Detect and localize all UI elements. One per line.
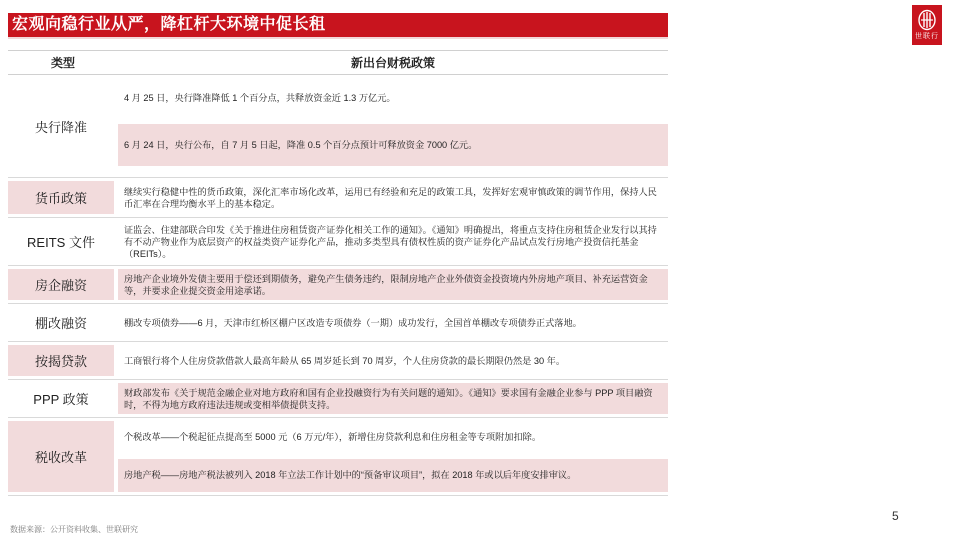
policy-item: 继续实行稳健中性的货币政策，深化汇率市场化改革，运用已有经验和充足的政策工具，发挥好宏观审慎政策的调节作用，保持人民币汇率在合理均衡水平上的基本稳定。 xyxy=(124,186,657,209)
policy-item: 棚改专项债券——6 月，天津市红桥区棚户区改造专项债券（一期）成功发行，全国首单棚改专项债券正式落地。 xyxy=(124,317,582,328)
header-type: 类型 xyxy=(50,56,75,70)
header-policy: 新出台财税政策 xyxy=(350,56,435,70)
table-header xyxy=(8,50,668,75)
table-row xyxy=(8,178,668,218)
policy-table xyxy=(8,50,668,496)
table-row xyxy=(8,266,668,304)
row-type: 房企融资 xyxy=(8,269,114,300)
row-type: 货币政策 xyxy=(8,181,114,214)
row-type: 央行降准 xyxy=(34,119,87,135)
logo-text: 世联行 xyxy=(915,33,939,40)
row-type: 税收改革 xyxy=(8,421,114,492)
table-row xyxy=(8,380,668,418)
policy-item: 6 月 24 日，央行公布，自 7 月 5 日起，降准 0.5 个百分点预计可释放资金 7000 亿元。 xyxy=(118,124,668,166)
row-type: 按揭贷款 xyxy=(8,345,114,376)
policy-item: 4 月 25 日，央行降准降低 1 个百分点，共释放资金近 1.3 万亿元。 xyxy=(124,93,396,103)
row-type: PPP 政策 xyxy=(33,392,89,407)
row-type: REITS 文件 xyxy=(27,235,95,250)
shilian-logo-icon xyxy=(912,5,942,45)
policy-item: 财政部发布《关于规范金融企业对地方政府和国有企业投融资行为有关问题的通知》。《通知》要求国有金融企业参与 PPP 项目融资时，不得为地方政府违法违规或变相举债提供支持。 xyxy=(118,383,668,414)
title-divider xyxy=(8,37,668,39)
table-row xyxy=(8,304,668,342)
table-row xyxy=(8,75,668,178)
policy-item: 房地产税——房地产税法被列入 2018 年立法工作计划中的“预备审议项目”，拟在 2018 年或以后年度安排审议。 xyxy=(118,459,668,492)
policy-item: 证监会、住建部联合印发《关于推进住房租赁资产证券化相关工作的通知》。《通知》明确提出，将重点支持住房租赁企业发行以其持有不动产物业作为底层资产的权益类资产证券化产品，推动多类型具有债权性质的资产证券化产品试点发行房地产投资信托基金（REITs）。 xyxy=(124,224,657,259)
page-title: 宏观向稳行业从严，降杠杆大环境中促长租 xyxy=(8,13,668,37)
table-row xyxy=(8,418,668,496)
policy-item: 房地产企业境外发债主要用于偿还到期债务，避免产生债务违约，限制房地产企业外债资金投资境内外房地产项目、补充运营资金等，并要求企业提交资金用途承诺。 xyxy=(118,269,668,300)
data-source: 数据来源：公开资料收集、世联研究 xyxy=(10,525,138,534)
page-number: 5 xyxy=(892,509,899,523)
table-row xyxy=(8,342,668,380)
table-row xyxy=(8,218,668,266)
row-type: 棚改融资 xyxy=(34,316,87,331)
policy-item: 个税改革——个税起征点提高至 5000 元（6 万元/年），新增住房贷款利息和住房租金等专项附加扣除。 xyxy=(124,431,542,442)
policy-item: 工商银行将个人住房贷款借款人最高年龄从 65 周岁延长到 70 周岁，个人住房贷款的最长期限仍然是 30 年。 xyxy=(124,355,566,366)
logo-mark-icon xyxy=(917,9,937,31)
